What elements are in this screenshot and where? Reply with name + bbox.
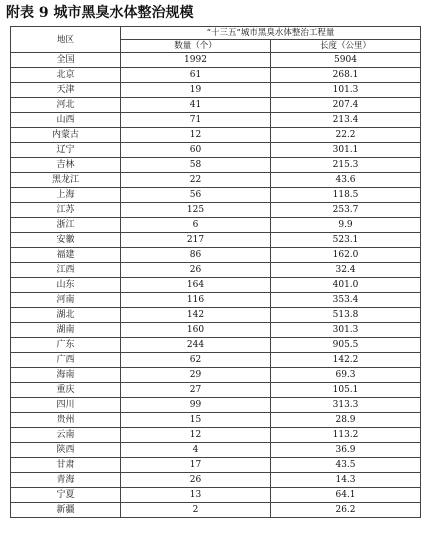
region-cell: 河北 <box>11 98 121 113</box>
region-cell: 天津 <box>11 83 121 98</box>
length-cell: 5904 <box>271 53 421 68</box>
region-cell: 广东 <box>11 338 121 353</box>
region-cell: 山东 <box>11 278 121 293</box>
table-row <box>11 218 421 233</box>
count-cell: 160 <box>121 323 271 338</box>
region-cell: 海南 <box>11 368 121 383</box>
count-cell: 71 <box>121 113 271 128</box>
count-cell: 17 <box>121 458 271 473</box>
region-cell: 青海 <box>11 473 121 488</box>
region-cell: 黑龙江 <box>11 173 121 188</box>
length-cell: 105.1 <box>271 383 421 398</box>
length-cell: 28.9 <box>271 413 421 428</box>
count-cell: 244 <box>121 338 271 353</box>
region-cell: 内蒙古 <box>11 128 121 143</box>
region-cell: 吉林 <box>11 158 121 173</box>
table-row <box>11 233 421 248</box>
region-cell: 贵州 <box>11 413 121 428</box>
count-cell: 41 <box>121 98 271 113</box>
length-cell: 353.4 <box>271 293 421 308</box>
table-row <box>11 173 421 188</box>
length-cell: 215.3 <box>271 158 421 173</box>
count-cell: 12 <box>121 428 271 443</box>
region-cell: 浙江 <box>11 218 121 233</box>
region-cell: 湖南 <box>11 323 121 338</box>
region-cell: 四川 <box>11 398 121 413</box>
table-row <box>11 83 421 98</box>
region-cell: 宁夏 <box>11 488 121 503</box>
length-cell: 213.4 <box>271 113 421 128</box>
table-row <box>11 53 421 68</box>
count-cell: 56 <box>121 188 271 203</box>
table-row <box>11 278 421 293</box>
region-cell: 上海 <box>11 188 121 203</box>
table-row <box>11 368 421 383</box>
count-cell: 58 <box>121 158 271 173</box>
length-cell: 101.3 <box>271 83 421 98</box>
table-row <box>11 443 421 458</box>
count-cell: 27 <box>121 383 271 398</box>
region-cell: 安徽 <box>11 233 121 248</box>
group-header: “十三五”城市黑臭水体整治工程量 <box>121 27 421 40</box>
length-cell: 301.1 <box>271 143 421 158</box>
region-cell: 江苏 <box>11 203 121 218</box>
length-cell: 69.3 <box>271 368 421 383</box>
count-cell: 60 <box>121 143 271 158</box>
count-cell: 6 <box>121 218 271 233</box>
region-header: 地区 <box>11 27 121 53</box>
count-cell: 15 <box>121 413 271 428</box>
length-cell: 905.5 <box>271 338 421 353</box>
region-cell: 河南 <box>11 293 121 308</box>
table-row <box>11 488 421 503</box>
remediation-table <box>10 26 421 518</box>
count-cell: 19 <box>121 83 271 98</box>
count-cell: 142 <box>121 308 271 323</box>
count-cell: 99 <box>121 398 271 413</box>
table-row <box>11 473 421 488</box>
length-cell: 207.4 <box>271 98 421 113</box>
count-cell: 4 <box>121 443 271 458</box>
count-cell: 61 <box>121 68 271 83</box>
region-cell: 北京 <box>11 68 121 83</box>
table-row <box>11 68 421 83</box>
count-cell: 29 <box>121 368 271 383</box>
table-row <box>11 383 421 398</box>
table-row <box>11 413 421 428</box>
table-row <box>11 248 421 263</box>
length-cell: 26.2 <box>271 503 421 518</box>
length-cell: 162.0 <box>271 248 421 263</box>
region-cell: 广西 <box>11 353 121 368</box>
table-row <box>11 308 421 323</box>
count-header: 数量（个） <box>121 40 271 53</box>
region-cell: 福建 <box>11 248 121 263</box>
count-cell: 1992 <box>121 53 271 68</box>
table-row <box>11 113 421 128</box>
table-row <box>11 98 421 113</box>
count-cell: 217 <box>121 233 271 248</box>
table-caption: 附表 9 城市黑臭水体整治规模 <box>6 5 194 21</box>
length-cell: 301.3 <box>271 323 421 338</box>
length-cell: 113.2 <box>271 428 421 443</box>
count-cell: 2 <box>121 503 271 518</box>
header-row-1 <box>11 27 421 40</box>
table-row <box>11 323 421 338</box>
length-cell: 118.5 <box>271 188 421 203</box>
table-row <box>11 188 421 203</box>
table-row <box>11 428 421 443</box>
table-row <box>11 203 421 218</box>
length-cell: 313.3 <box>271 398 421 413</box>
region-cell: 江西 <box>11 263 121 278</box>
count-cell: 12 <box>121 128 271 143</box>
region-cell: 甘肃 <box>11 458 121 473</box>
length-cell: 142.2 <box>271 353 421 368</box>
length-cell: 513.8 <box>271 308 421 323</box>
length-cell: 523.1 <box>271 233 421 248</box>
count-cell: 26 <box>121 263 271 278</box>
length-cell: 401.0 <box>271 278 421 293</box>
length-cell: 36.9 <box>271 443 421 458</box>
count-cell: 13 <box>121 488 271 503</box>
region-cell: 辽宁 <box>11 143 121 158</box>
count-cell: 22 <box>121 173 271 188</box>
length-cell: 14.3 <box>271 473 421 488</box>
region-cell: 湖北 <box>11 308 121 323</box>
table-row <box>11 458 421 473</box>
table-row <box>11 128 421 143</box>
length-cell: 64.1 <box>271 488 421 503</box>
count-cell: 164 <box>121 278 271 293</box>
table-row <box>11 398 421 413</box>
table-row <box>11 293 421 308</box>
length-cell: 268.1 <box>271 68 421 83</box>
table-row <box>11 158 421 173</box>
table-row <box>11 503 421 518</box>
region-cell: 陕西 <box>11 443 121 458</box>
length-cell: 32.4 <box>271 263 421 278</box>
length-cell: 22.2 <box>271 128 421 143</box>
table-row <box>11 143 421 158</box>
region-cell: 重庆 <box>11 383 121 398</box>
table-header <box>11 27 421 53</box>
table-row <box>11 338 421 353</box>
length-cell: 43.6 <box>271 173 421 188</box>
region-cell: 山西 <box>11 113 121 128</box>
table-body <box>11 53 421 518</box>
table-row <box>11 263 421 278</box>
count-cell: 86 <box>121 248 271 263</box>
length-header: 长度（公里） <box>271 40 421 53</box>
count-cell: 62 <box>121 353 271 368</box>
count-cell: 116 <box>121 293 271 308</box>
count-cell: 26 <box>121 473 271 488</box>
region-cell: 云南 <box>11 428 121 443</box>
length-cell: 9.9 <box>271 218 421 233</box>
count-cell: 125 <box>121 203 271 218</box>
table-row <box>11 353 421 368</box>
length-cell: 43.5 <box>271 458 421 473</box>
region-cell: 新疆 <box>11 503 121 518</box>
region-cell: 全国 <box>11 53 121 68</box>
length-cell: 253.7 <box>271 203 421 218</box>
